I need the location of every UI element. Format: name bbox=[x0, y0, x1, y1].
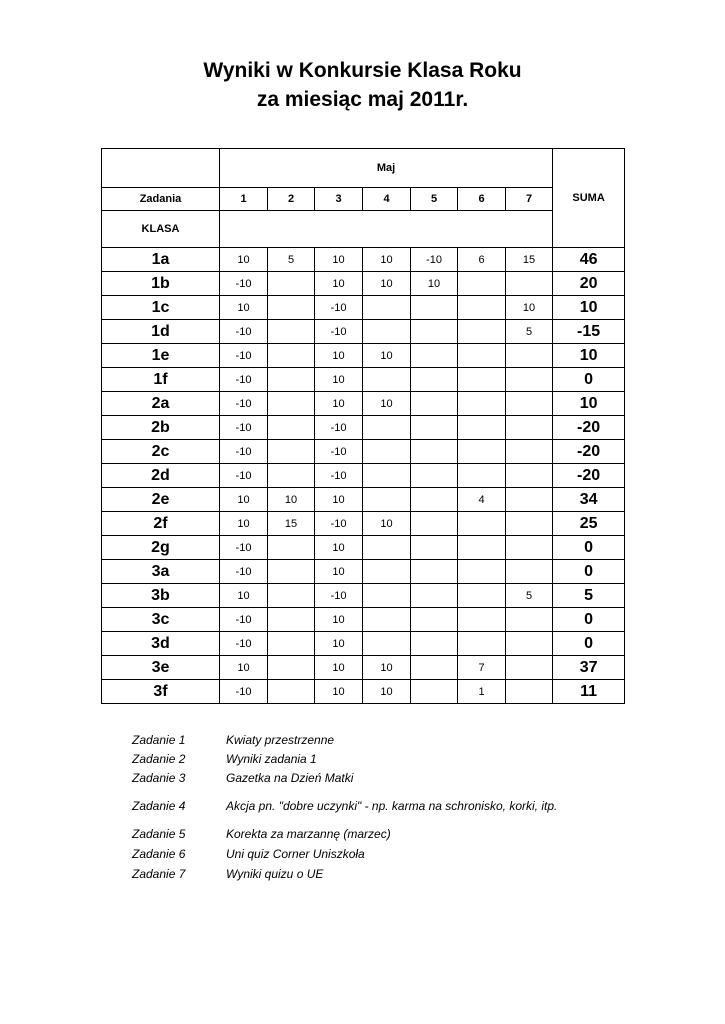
score-cell bbox=[458, 632, 506, 656]
class-name-cell: 2c bbox=[102, 440, 220, 464]
class-name-cell: 2b bbox=[102, 416, 220, 440]
table-row bbox=[102, 584, 625, 608]
table-row bbox=[102, 272, 625, 296]
score-cell: 10 bbox=[506, 296, 553, 320]
sum-cell: 10 bbox=[553, 392, 625, 416]
score-cell: 10 bbox=[315, 632, 363, 656]
legend-task-description: Akcja pn. "dobre uczynki" - np. karma na schronisko, korki, itp. bbox=[226, 799, 558, 813]
score-cell: 10 bbox=[315, 608, 363, 632]
legend-task-label: Zadanie 4 bbox=[132, 799, 186, 813]
score-cell: 10 bbox=[363, 344, 411, 368]
score-cell: 6 bbox=[458, 248, 506, 272]
sum-cell: 0 bbox=[553, 368, 625, 392]
score-cell: 10 bbox=[315, 272, 363, 296]
score-cell: 5 bbox=[506, 584, 553, 608]
score-cell: 10 bbox=[315, 488, 363, 512]
score-cell bbox=[506, 344, 553, 368]
score-cell: -10 bbox=[220, 464, 268, 488]
table-row bbox=[102, 392, 625, 416]
legend-task-description: Wyniki zadania 1 bbox=[226, 752, 317, 766]
score-cell: -10 bbox=[220, 392, 268, 416]
legend-task-description: Gazetka na Dzień Matki bbox=[226, 771, 354, 785]
score-cell bbox=[458, 536, 506, 560]
score-cell bbox=[458, 320, 506, 344]
class-name-cell: 3e bbox=[102, 656, 220, 680]
score-cell: -10 bbox=[220, 416, 268, 440]
score-cell bbox=[411, 416, 458, 440]
task-column-header: 6 bbox=[458, 188, 506, 211]
score-cell: -10 bbox=[220, 440, 268, 464]
sum-cell: -20 bbox=[553, 440, 625, 464]
score-cell: 10 bbox=[411, 272, 458, 296]
legend-task-label: Zadanie 5 bbox=[132, 827, 186, 841]
score-cell bbox=[506, 608, 553, 632]
table-row bbox=[102, 560, 625, 584]
score-cell bbox=[411, 680, 458, 704]
score-cell bbox=[411, 632, 458, 656]
score-cell: -10 bbox=[220, 320, 268, 344]
score-cell bbox=[268, 536, 315, 560]
score-cell: -10 bbox=[220, 680, 268, 704]
sum-cell: -20 bbox=[553, 416, 625, 440]
score-cell bbox=[506, 464, 553, 488]
sum-cell: 34 bbox=[553, 488, 625, 512]
score-cell: 10 bbox=[315, 368, 363, 392]
score-cell bbox=[458, 416, 506, 440]
score-cell bbox=[363, 632, 411, 656]
task-column-header: 4 bbox=[363, 188, 411, 211]
score-cell bbox=[268, 680, 315, 704]
class-name-cell: 3a bbox=[102, 560, 220, 584]
table-row bbox=[102, 656, 625, 680]
score-cell: -10 bbox=[315, 512, 363, 536]
class-name-cell: 3d bbox=[102, 632, 220, 656]
table-row bbox=[102, 296, 625, 320]
score-cell: 10 bbox=[268, 488, 315, 512]
score-cell bbox=[458, 584, 506, 608]
score-cell bbox=[506, 368, 553, 392]
score-cell: 5 bbox=[506, 320, 553, 344]
score-cell bbox=[268, 344, 315, 368]
score-cell bbox=[506, 560, 553, 584]
task-column-header: 5 bbox=[411, 188, 458, 211]
score-cell: 10 bbox=[315, 680, 363, 704]
score-cell bbox=[506, 512, 553, 536]
score-cell bbox=[458, 560, 506, 584]
score-cell: 5 bbox=[268, 248, 315, 272]
score-cell: 10 bbox=[363, 512, 411, 536]
class-name-cell: 2f bbox=[102, 512, 220, 536]
score-cell bbox=[506, 416, 553, 440]
task-column-header: 3 bbox=[315, 188, 363, 211]
zadania-header: Zadania bbox=[102, 188, 220, 211]
sum-cell: 37 bbox=[553, 656, 625, 680]
score-cell bbox=[411, 488, 458, 512]
score-cell bbox=[363, 584, 411, 608]
score-cell bbox=[268, 608, 315, 632]
score-cell bbox=[458, 344, 506, 368]
score-cell bbox=[458, 392, 506, 416]
score-cell bbox=[268, 368, 315, 392]
legend-task-label: Zadanie 6 bbox=[132, 847, 186, 861]
class-name-cell: 1c bbox=[102, 296, 220, 320]
score-cell: 10 bbox=[315, 248, 363, 272]
score-cell bbox=[411, 656, 458, 680]
score-cell bbox=[506, 272, 553, 296]
score-cell bbox=[363, 296, 411, 320]
score-cell: -10 bbox=[220, 344, 268, 368]
score-cell: -10 bbox=[315, 464, 363, 488]
sum-cell: -15 bbox=[553, 320, 625, 344]
table-row bbox=[102, 248, 625, 272]
legend-task-label: Zadanie 2 bbox=[132, 752, 186, 766]
score-cell bbox=[268, 584, 315, 608]
sum-cell: 11 bbox=[553, 680, 625, 704]
score-cell bbox=[458, 272, 506, 296]
task-column-header: 2 bbox=[268, 188, 315, 211]
score-cell bbox=[363, 488, 411, 512]
score-cell: -10 bbox=[220, 272, 268, 296]
score-cell bbox=[363, 440, 411, 464]
score-cell bbox=[411, 368, 458, 392]
score-cell bbox=[411, 344, 458, 368]
score-cell bbox=[506, 392, 553, 416]
score-cell: 10 bbox=[220, 656, 268, 680]
score-cell bbox=[268, 560, 315, 584]
table-row bbox=[102, 440, 625, 464]
sum-cell: 0 bbox=[553, 560, 625, 584]
score-cell bbox=[506, 536, 553, 560]
legend-task-label: Zadanie 7 bbox=[132, 867, 186, 881]
score-cell: 7 bbox=[458, 656, 506, 680]
score-cell bbox=[268, 464, 315, 488]
score-cell: 10 bbox=[220, 488, 268, 512]
score-cell: -10 bbox=[220, 536, 268, 560]
score-cell bbox=[506, 680, 553, 704]
score-cell: 10 bbox=[315, 560, 363, 584]
score-cell: 10 bbox=[220, 512, 268, 536]
table-row bbox=[102, 320, 625, 344]
table-row bbox=[102, 512, 625, 536]
table-row bbox=[102, 680, 625, 704]
score-cell bbox=[268, 416, 315, 440]
table-row bbox=[102, 632, 625, 656]
sum-cell: 10 bbox=[553, 344, 625, 368]
table-row bbox=[102, 368, 625, 392]
table-row bbox=[102, 488, 625, 512]
score-cell bbox=[411, 608, 458, 632]
score-cell: -10 bbox=[220, 632, 268, 656]
klasa-header: KLASA bbox=[102, 211, 220, 248]
score-cell: 10 bbox=[315, 392, 363, 416]
legend-task-description: Wyniki quizu o UE bbox=[226, 867, 324, 881]
document-subtitle: za miesiąc maj 2011r. bbox=[256, 88, 469, 111]
score-cell: 10 bbox=[315, 656, 363, 680]
sum-cell: 0 bbox=[553, 536, 625, 560]
score-cell: -10 bbox=[220, 560, 268, 584]
results-table bbox=[101, 148, 625, 704]
score-cell: -10 bbox=[411, 248, 458, 272]
score-cell: -10 bbox=[315, 440, 363, 464]
score-cell bbox=[411, 464, 458, 488]
score-cell bbox=[268, 656, 315, 680]
suma-header: SUMA bbox=[553, 149, 625, 248]
sum-cell: 46 bbox=[553, 248, 625, 272]
task-column-header: 7 bbox=[506, 188, 553, 211]
score-cell: 10 bbox=[363, 656, 411, 680]
score-cell: -10 bbox=[220, 608, 268, 632]
corner-cell bbox=[102, 149, 220, 188]
score-cell bbox=[506, 488, 553, 512]
score-cell bbox=[458, 440, 506, 464]
score-cell bbox=[411, 560, 458, 584]
score-cell bbox=[458, 464, 506, 488]
score-cell bbox=[506, 440, 553, 464]
class-name-cell: 1f bbox=[102, 368, 220, 392]
document-title: Wyniki w Konkursie Klasa Roku bbox=[203, 59, 522, 82]
score-cell: 10 bbox=[315, 536, 363, 560]
score-cell: -10 bbox=[315, 320, 363, 344]
score-cell bbox=[363, 536, 411, 560]
score-cell bbox=[458, 512, 506, 536]
score-cell bbox=[411, 584, 458, 608]
score-cell: 15 bbox=[506, 248, 553, 272]
score-cell bbox=[411, 440, 458, 464]
table-row bbox=[102, 344, 625, 368]
table-row bbox=[102, 536, 625, 560]
score-cell: 10 bbox=[220, 584, 268, 608]
class-name-cell: 2e bbox=[102, 488, 220, 512]
score-cell: 10 bbox=[363, 272, 411, 296]
sum-cell: 0 bbox=[553, 632, 625, 656]
class-name-cell: 2g bbox=[102, 536, 220, 560]
score-cell bbox=[268, 320, 315, 344]
table-row bbox=[102, 464, 625, 488]
score-cell bbox=[458, 296, 506, 320]
sum-cell: 5 bbox=[553, 584, 625, 608]
score-cell: 4 bbox=[458, 488, 506, 512]
score-cell bbox=[363, 416, 411, 440]
score-cell bbox=[506, 656, 553, 680]
class-name-cell: 1a bbox=[102, 248, 220, 272]
score-cell: 10 bbox=[315, 344, 363, 368]
score-cell: 10 bbox=[363, 392, 411, 416]
class-name-cell: 1d bbox=[102, 320, 220, 344]
class-name-cell: 3c bbox=[102, 608, 220, 632]
sum-cell: -20 bbox=[553, 464, 625, 488]
score-cell bbox=[268, 296, 315, 320]
score-cell bbox=[363, 464, 411, 488]
class-name-cell: 2d bbox=[102, 464, 220, 488]
score-cell: -10 bbox=[315, 584, 363, 608]
class-name-cell: 2a bbox=[102, 392, 220, 416]
legend-task-label: Zadanie 1 bbox=[132, 733, 186, 747]
score-cell bbox=[458, 368, 506, 392]
score-cell: 10 bbox=[220, 248, 268, 272]
table-row bbox=[102, 416, 625, 440]
score-cell bbox=[268, 632, 315, 656]
legend-task-description: Korekta za marzannę (marzec) bbox=[226, 827, 391, 841]
score-cell bbox=[458, 608, 506, 632]
score-cell bbox=[268, 392, 315, 416]
legend-task-description: Uni quiz Corner Uniszkoła bbox=[226, 847, 365, 861]
score-cell bbox=[411, 392, 458, 416]
score-cell: -10 bbox=[220, 368, 268, 392]
score-cell: -10 bbox=[315, 296, 363, 320]
score-cell bbox=[411, 512, 458, 536]
score-cell bbox=[363, 608, 411, 632]
score-cell bbox=[268, 440, 315, 464]
score-cell bbox=[363, 560, 411, 584]
legend-task-description: Kwiaty przestrzenne bbox=[226, 733, 335, 747]
score-cell bbox=[268, 272, 315, 296]
score-cell: 10 bbox=[220, 296, 268, 320]
sum-cell: 0 bbox=[553, 608, 625, 632]
score-cell bbox=[506, 632, 553, 656]
table-row bbox=[102, 608, 625, 632]
sum-cell: 10 bbox=[553, 296, 625, 320]
class-name-cell: 1b bbox=[102, 272, 220, 296]
class-name-cell: 3f bbox=[102, 680, 220, 704]
score-cell: -10 bbox=[315, 416, 363, 440]
empty-header-cell bbox=[220, 211, 553, 248]
score-cell: 10 bbox=[363, 680, 411, 704]
task-column-header: 1 bbox=[220, 188, 268, 211]
score-cell bbox=[411, 296, 458, 320]
sum-cell: 25 bbox=[553, 512, 625, 536]
score-cell bbox=[363, 368, 411, 392]
score-cell: 15 bbox=[268, 512, 315, 536]
sum-cell: 20 bbox=[553, 272, 625, 296]
class-name-cell: 3b bbox=[102, 584, 220, 608]
score-cell: 1 bbox=[458, 680, 506, 704]
score-cell: 10 bbox=[363, 248, 411, 272]
score-cell bbox=[363, 320, 411, 344]
class-name-cell: 1e bbox=[102, 344, 220, 368]
score-cell bbox=[411, 320, 458, 344]
legend-task-label: Zadanie 3 bbox=[132, 771, 186, 785]
month-header: Maj bbox=[220, 149, 553, 188]
score-cell bbox=[411, 536, 458, 560]
